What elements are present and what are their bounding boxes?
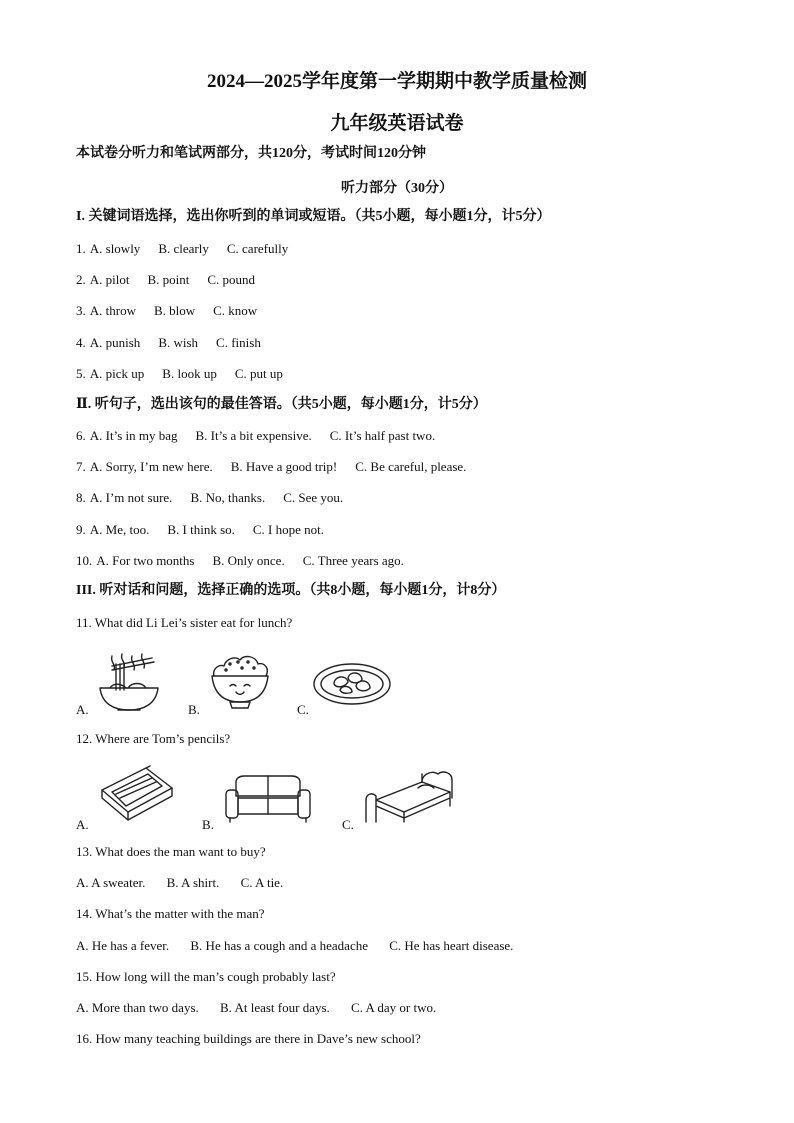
q12-option-a: A. bbox=[76, 817, 89, 832]
option-c: C. Three years ago. bbox=[302, 552, 404, 568]
option-a: A. Me, too. bbox=[89, 521, 150, 537]
section2-question-row bbox=[76, 489, 343, 507]
option-a: A. slowly bbox=[89, 241, 141, 256]
rice-bowl-icon bbox=[208, 650, 272, 710]
section1-question-row bbox=[76, 365, 283, 383]
noodles-bowl-icon bbox=[96, 652, 162, 714]
q12-option-b: B. bbox=[202, 817, 214, 832]
option-c: C. Be careful, please. bbox=[355, 459, 467, 475]
exam-info: 本试卷分听力和笔试两部分，共120分，考试时间120分钟 bbox=[76, 146, 426, 161]
question-number: 4. bbox=[76, 334, 86, 350]
question-number: 1. bbox=[76, 241, 86, 256]
q15-option-c: C. A day or two. bbox=[351, 1000, 437, 1015]
question-16: 16. How many teaching buildings are there in Dave’s new school? bbox=[76, 1031, 421, 1046]
section2-heading: Ⅱ. 听句子，选出该句的最佳答语。（共5小题，每小题1分，计5分） bbox=[76, 397, 487, 412]
option-a: A. pick up bbox=[89, 365, 145, 381]
q11-option-c: C. bbox=[297, 702, 309, 717]
q13-option-a: A. A sweater. bbox=[76, 875, 146, 890]
section1-heading: I. 关键词语选择，选出你听到的单词或短语。（共5小题，每小题1分，计5分） bbox=[76, 209, 551, 224]
option-b: B. I think so. bbox=[167, 521, 235, 537]
pencil-case-icon bbox=[96, 762, 176, 824]
section3-heading: III. 听对话和问题，选择正确的选项。（共8小题，每小题1分，计8分） bbox=[76, 583, 506, 598]
option-c: C. put up bbox=[234, 365, 283, 381]
option-c: C. I hope not. bbox=[252, 521, 325, 537]
section2-question-row bbox=[76, 427, 435, 445]
option-b: B. blow bbox=[153, 303, 196, 319]
option-b: B. look up bbox=[162, 365, 217, 381]
q11-option-a: A. bbox=[76, 702, 89, 717]
question-15: 15. How long will the man’s cough probably last? bbox=[76, 969, 336, 984]
q13-option-c: C. A tie. bbox=[240, 875, 284, 890]
question-11: 11. What did Li Lei’s sister eat for lunch? bbox=[76, 615, 293, 630]
option-b: B. wish bbox=[158, 334, 199, 350]
question-number: 10. bbox=[76, 552, 93, 568]
question-13: 13. What does the man want to buy? bbox=[76, 844, 266, 859]
section2-question-row bbox=[76, 458, 466, 476]
option-b: B. Only once. bbox=[212, 552, 285, 568]
option-b: B. Have a good trip! bbox=[230, 459, 338, 475]
option-c: C. pound bbox=[207, 272, 256, 288]
question-13-options bbox=[76, 874, 283, 892]
q15-option-b: B. At least four days. bbox=[220, 1000, 330, 1015]
question-number: 9. bbox=[76, 521, 86, 537]
option-c: C. finish bbox=[216, 334, 261, 350]
section1-question-row bbox=[76, 334, 261, 352]
option-a: A. throw bbox=[89, 303, 136, 319]
dumplings-plate-icon bbox=[312, 660, 392, 708]
q11-option-b: B. bbox=[188, 702, 200, 717]
question-number: 5. bbox=[76, 365, 86, 381]
option-a: A. For two months bbox=[96, 552, 195, 568]
question-number: 6. bbox=[76, 428, 86, 443]
question-15-options bbox=[76, 999, 436, 1017]
section1-question-row bbox=[76, 271, 255, 289]
q12-option-c: C. bbox=[342, 817, 354, 832]
sofa-icon bbox=[222, 774, 314, 824]
question-number: 3. bbox=[76, 303, 86, 319]
option-a: A. It’s in my bag bbox=[89, 428, 178, 443]
section1-question-row bbox=[76, 240, 288, 258]
option-c: C. know bbox=[213, 303, 258, 319]
q14-option-b: B. He has a cough and a headache bbox=[190, 938, 368, 953]
option-b: B. It’s a bit expensive. bbox=[195, 428, 312, 443]
option-c: C. It’s half past two. bbox=[329, 428, 436, 443]
option-a: A. Sorry, I’m new here. bbox=[89, 459, 213, 475]
q14-option-a: A. He has a fever. bbox=[76, 938, 170, 953]
page-subtitle: 九年级英语试卷 bbox=[330, 113, 464, 134]
option-a: A. pilot bbox=[89, 272, 130, 288]
question-number: 8. bbox=[76, 490, 86, 506]
question-number: 2. bbox=[76, 272, 86, 288]
q14-option-c: C. He has heart disease. bbox=[389, 938, 514, 953]
page-title: 2024—2025学年度第一学期期中教学质量检测 bbox=[206, 71, 587, 92]
option-a: A. I’m not sure. bbox=[89, 490, 173, 506]
section1-question-row bbox=[76, 302, 257, 320]
option-b: B. point bbox=[147, 272, 190, 288]
part-heading: 听力部分（30分） bbox=[341, 181, 453, 196]
section2-question-row bbox=[76, 521, 324, 539]
option-a: A. punish bbox=[89, 334, 141, 350]
option-b: B. No, thanks. bbox=[190, 490, 266, 506]
q15-option-a: A. More than two days. bbox=[76, 1000, 199, 1015]
question-14: 14. What’s the matter with the man? bbox=[76, 906, 265, 921]
bed-icon bbox=[362, 766, 456, 826]
section2-question-row bbox=[76, 552, 404, 570]
question-12: 12. Where are Tom’s pencils? bbox=[76, 731, 231, 746]
option-c: C. See you. bbox=[283, 490, 344, 506]
option-b: B. clearly bbox=[158, 241, 209, 256]
q13-option-b: B. A shirt. bbox=[166, 875, 220, 890]
question-number: 7. bbox=[76, 459, 86, 475]
option-c: C. carefully bbox=[226, 241, 289, 256]
question-14-options bbox=[76, 937, 513, 955]
